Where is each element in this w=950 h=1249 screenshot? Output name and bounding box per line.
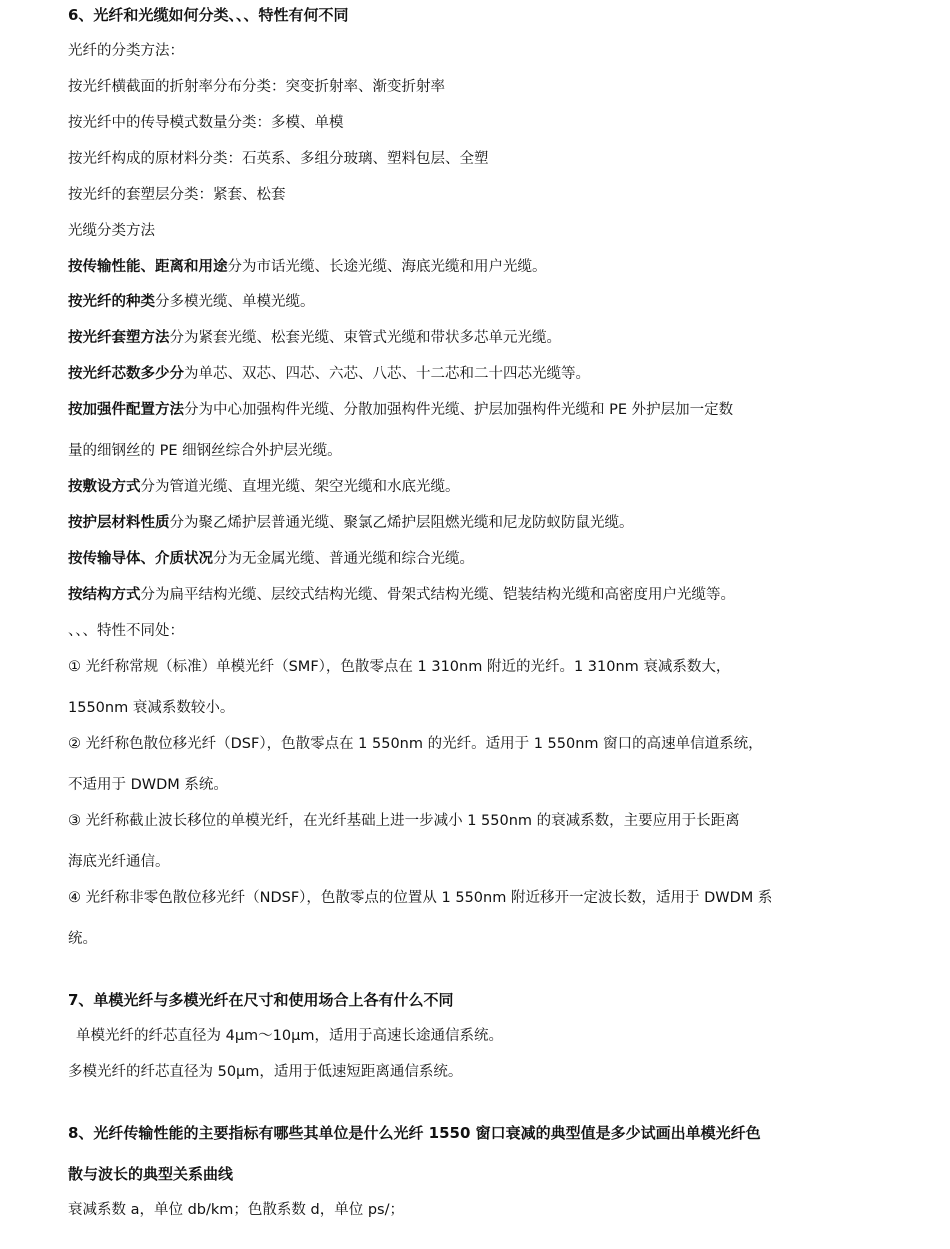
cable-classification-intro: 光缆分类方法 [68,223,155,239]
difference-item: ① 光纤称常规（标准）单模光纤（SMF），色散零点在 1 310nm 附近的光纤。1 310nm 衰减系数大， [68,659,731,675]
cable-item [68,585,888,605]
section7-heading: 7、单模光纤与多模光纤在尺寸和使用场合上各有什么不同 [68,991,454,1009]
cable-item [68,328,888,348]
cable-item [68,257,888,277]
fiber-item: 按光纤中的传导模式数量分类：多模、单模 [68,115,344,131]
section6-heading: 6、光纤和光缆如何分类、、、特性有何不同 [68,6,349,24]
difference-item: ④ 光纤称非零色散位移光纤（NDSF），色散零点的位置从 1 550nm 附近移开一定波长数，适用于 DWDM 系 [68,890,773,906]
cable-item [68,549,888,569]
section7-line: 多模光纤的纤芯直径为 50μm，适用于低速短距离通信系统。 [68,1064,463,1080]
difference-item-continuation: 不适用于 DWDM 系统。 [68,777,228,793]
cable-item-key: 按护层材料性质 [68,515,170,531]
difference-item: ② 光纤称色散位移光纤（DSF），色散零点在 1 550nm 的光纤。适用于 1 550nm 窗口的高速单信道系统， [68,736,763,752]
cable-item [68,513,888,533]
fiber-item: 按光纤构成的原材料分类：石英系、多组分玻璃、塑料包层、全塑 [68,151,489,167]
cable-item [68,292,888,312]
section8-heading: 8、光纤传输性能的主要指标有哪些其单位是什么光纤 1550 窗口衰减的典型值是多少试画出单模光纤色 [68,1124,761,1142]
fiber-item: 按光纤横截面的折射率分布分类：突变折射率、渐变折射率 [68,79,445,95]
cable-item [68,400,888,420]
cable-item-key: 按加强件配置方法 [68,402,184,418]
section8-heading-continuation: 散与波长的典型关系曲线 [68,1165,234,1183]
cable-item-key: 按光纤套塑方法 [68,330,170,346]
differences-intro: 、、、特性不同处： [68,623,184,639]
cable-item-text: 分为中心加强构件光缆、分散加强构件光缆、护层加强构件光缆和 PE 外护层加一定数 [184,402,734,418]
cable-item-text: 分为扁平结构光缆、层绞式结构光缆、骨架式结构光缆、铠装结构光缆和高密度用户光缆等。 [140,587,735,603]
cable-item-text: 分多模光缆、单模光缆。 [155,294,315,310]
cable-item-key: 按敷设方式 [68,479,141,495]
cable-item-key: 按传输导体、介质状况 [68,551,213,567]
cable-item-key: 按结构方式 [68,587,141,603]
cable-item-text: 分为市话光缆、长途光缆、海底光缆和用户光缆。 [227,259,547,275]
cable-item-text: 分为管道光缆、直埋光缆、架空光缆和水底光缆。 [140,479,460,495]
cable-item-key: 按光纤芯数多少分 [68,366,184,382]
section8-line: 衰减系数 a，单位 db/km；色散系数 d，单位 ps/； [68,1202,404,1218]
cable-item [68,364,888,384]
section7-line: 单模光纤的纤芯直径为 4μm～10μm，适用于高速长途通信系统。 [76,1028,503,1044]
difference-item-continuation: 统。 [68,931,97,947]
difference-item: ③ 光纤称截止波长移位的单模光纤，在光纤基础上进一步减小 1 550nm 的衰减系数，主要应用于长距离 [68,813,740,829]
fiber-classification-intro: 光纤的分类方法： [68,43,184,59]
difference-item-continuation: 海底光纤通信。 [68,854,170,870]
difference-item-continuation: 1550nm 衰减系数较小。 [68,700,235,716]
cable-item-text: 分为紧套光缆、松套光缆、束管式光缆和带状多芯单元光缆。 [169,330,561,346]
cable-item-text: 分为聚乙烯护层普通光缆、聚氯乙烯护层阻燃光缆和尼龙防蚁防鼠光缆。 [169,515,634,531]
cable-item-text: 分为无金属光缆、普通光缆和综合光缆。 [213,551,474,567]
fiber-item: 按光纤的套塑层分类：紧套、松套 [68,187,286,203]
cable-item [68,477,888,497]
cable-item-key: 按光纤的种类 [68,294,155,310]
cable-item-key: 按传输性能、距离和用途 [68,259,228,275]
cable-item-text: 为单芯、双芯、四芯、六芯、八芯、十二芯和二十四芯光缆等。 [184,366,590,382]
cable-item-continuation: 量的细钢丝的 PE 细钢丝综合外护层光缆。 [68,443,342,459]
